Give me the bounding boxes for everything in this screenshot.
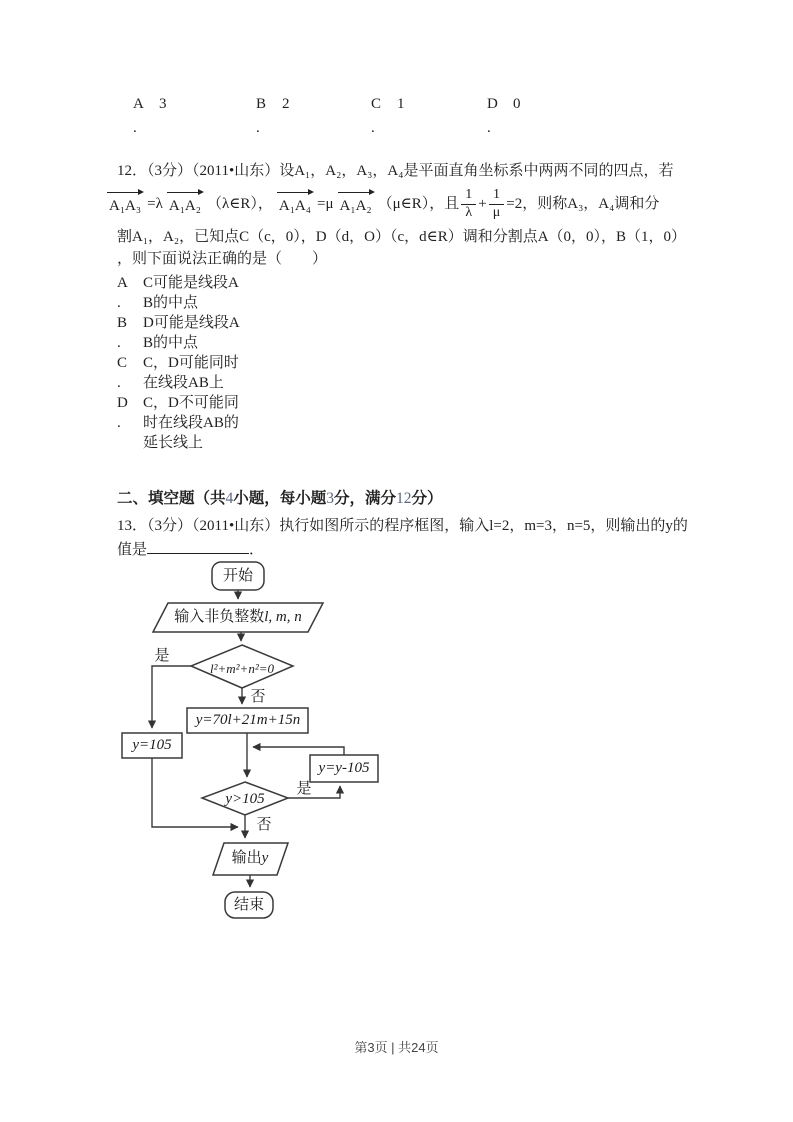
option-dot: . [371, 120, 375, 136]
option-row [117, 433, 717, 453]
option-tag: C [117, 355, 128, 371]
fraction-denominator: λ [461, 204, 476, 221]
formula-equals-mu: =μ [317, 196, 334, 212]
heading-number: 3 [326, 490, 335, 507]
option-value: 2 [282, 96, 290, 112]
flowchart-decrement-label: y=y-105 [318, 760, 370, 776]
option-tag: . [117, 335, 121, 351]
option-tag [117, 433, 143, 453]
option-value: 3 [159, 96, 167, 112]
option-letter: A [133, 96, 144, 112]
answer-option-d [487, 96, 607, 137]
option-tag: B [117, 315, 128, 331]
option-tag: . [117, 295, 121, 311]
option-tag: D [117, 395, 128, 411]
option-letter: D [487, 96, 498, 112]
heading-number: 4 [225, 490, 234, 507]
option-row [117, 313, 717, 333]
vector-a1a4: A₁A₄ [277, 191, 313, 217]
flowchart-no-label-1: 否 [250, 689, 266, 705]
option-letter: B [256, 96, 267, 112]
fraction-numerator: 1 [465, 187, 473, 203]
option-dot: . [133, 120, 137, 136]
answer-option-a [133, 96, 253, 137]
heading-text: 小题，每小题 [233, 490, 327, 507]
question-13-line-2-text: 值是 [117, 542, 148, 558]
option-dot: . [487, 120, 491, 136]
question-12-options [117, 273, 717, 453]
option-row [117, 333, 717, 353]
option-text: D可能是线段A [143, 315, 240, 331]
output-label-text: 输出 [231, 850, 262, 866]
answer-blank-underline [147, 539, 249, 554]
option-tag: . [117, 375, 121, 391]
vector-a1a2-second: A₁A₂ [338, 191, 374, 217]
option-text: C可能是线段A [143, 275, 239, 291]
answer-option-c [371, 96, 491, 137]
flowchart-cond2-label: y>105 [225, 791, 265, 807]
flowchart-cond1-label: l²+m²+n²=0 [209, 661, 274, 676]
option-value: 1 [397, 96, 405, 112]
option-row [117, 353, 717, 373]
question-12-line-4: ，则下面说法正确的是（ ） [117, 251, 328, 267]
option-row [117, 373, 717, 393]
flowchart-output-label [212, 850, 288, 867]
section-2-heading [117, 486, 443, 508]
flowchart-start-label: 开始 [222, 568, 253, 584]
formula-plus-sign: + [478, 196, 487, 212]
option-text: B的中点 [143, 335, 199, 351]
option-row [117, 273, 717, 293]
option-row [117, 293, 717, 313]
flowchart-calc-label: y=70l+21m+15n [195, 712, 301, 728]
branch-yes-to-set105 [152, 666, 191, 728]
output-label-var: y [261, 850, 269, 866]
formula-lambda-domain: （λ∈R）， [206, 196, 273, 212]
question-12-formula-line [103, 182, 717, 226]
option-dot: . [256, 120, 260, 136]
option-text: 在线段AB上 [143, 375, 224, 391]
fraction-numerator: 1 [493, 187, 501, 203]
option-row [117, 413, 717, 433]
input-label-vars: l, m, n [264, 609, 302, 625]
option-text: C，D可能同时 [143, 355, 239, 371]
option-tag: . [117, 415, 121, 431]
fraction-denominator: μ [489, 204, 505, 221]
fraction-one-over-mu [489, 187, 505, 220]
question-12 [109, 160, 717, 453]
program-flowchart [100, 555, 480, 930]
vector-a1a2: A₁A₂ [167, 191, 203, 217]
option-text: B的中点 [143, 295, 199, 311]
option-text: 延长线上 [143, 435, 204, 451]
input-label-text: 输入非负整数 [174, 609, 265, 625]
fraction-one-over-lambda [461, 187, 476, 220]
heading-text: 分） [411, 490, 443, 507]
flowchart-yes-label-2: 是 [296, 781, 312, 797]
formula-equals-lambda: =λ [147, 196, 163, 212]
question-13-line-1: 13．（3分）（2011•山东）执行如图所示的程序框图，输入l=2，m=3，n=5，则输出的y的 [117, 518, 688, 534]
flowchart-no-label-2: 否 [256, 817, 272, 833]
question-12-line-3: 割A₁，A₂，已知点C（c，0），D（d，O）（c，d∈R）调和分割点A（0，0），B（1，0） [117, 229, 687, 245]
heading-number: 12 [396, 490, 412, 507]
flowchart-end-label: 结束 [233, 897, 264, 913]
flowchart-input-label [155, 609, 321, 626]
option-value: 0 [513, 96, 521, 112]
option-text: C，D不可能同 [143, 395, 239, 411]
heading-text: 分，满分 [334, 490, 397, 507]
formula-mu-domain: （μ∈R），且 [377, 196, 460, 212]
vector-a1a3: A₁A₃ [107, 191, 143, 217]
loop-decrement-to-mainline [253, 747, 344, 755]
answer-option-b [256, 96, 376, 137]
option-letter: C [371, 96, 382, 112]
option-tag: A [117, 275, 128, 291]
formula-tail: =2，则称A₃，A₄调和分 [506, 196, 660, 212]
option-row [117, 393, 717, 413]
flowchart-set105-label: y=105 [132, 737, 172, 753]
question-13-line-2-period: ． [249, 542, 265, 558]
flowchart-yes-label-1: 是 [154, 648, 170, 664]
option-text: 时在线段AB的 [143, 415, 239, 431]
page-footer: 第3页 | 共24页 [354, 1040, 439, 1055]
heading-text: 二、填空题（共 [117, 490, 226, 507]
question-12-line-1: 12．（3分）（2011•山东）设A₁，A₂，A₃，A₄是平面直角坐标系中两两不同的四点，若 [117, 163, 674, 179]
